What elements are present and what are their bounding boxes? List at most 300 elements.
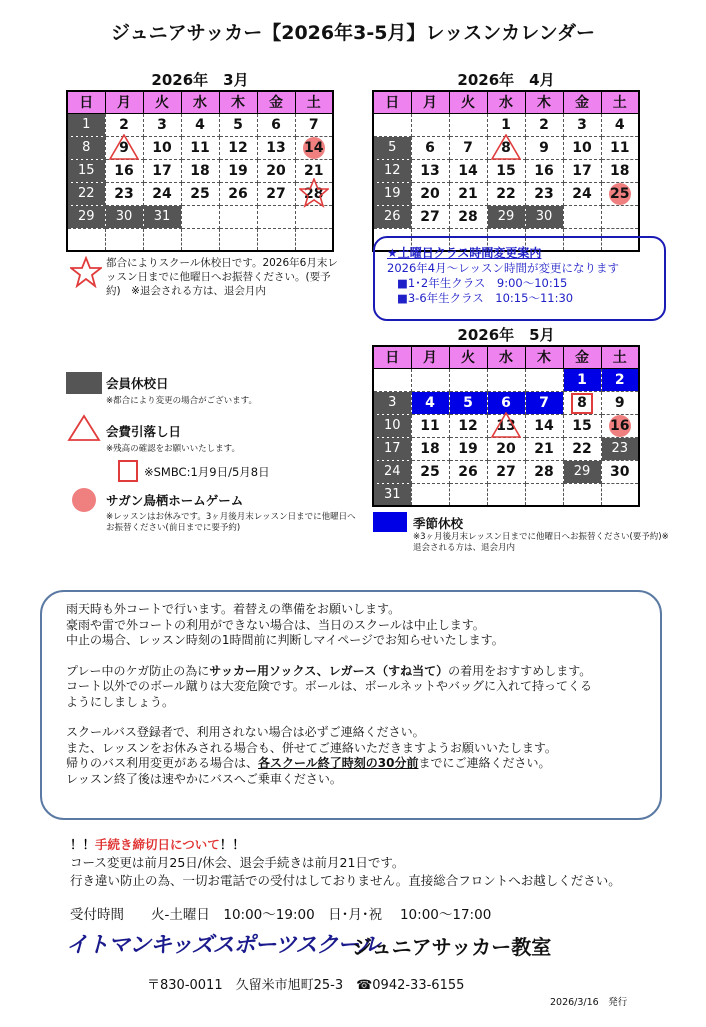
day-number: 8 — [577, 394, 587, 411]
calendar-day — [449, 460, 487, 483]
info-text: までにご連絡ください。 — [418, 756, 551, 770]
calendar-table-april — [372, 90, 640, 252]
day-number: 4 — [614, 116, 625, 133]
calendar-empty-cell — [525, 368, 563, 391]
calendar-day — [487, 113, 525, 136]
calendar-day — [563, 391, 601, 414]
day-number: 30 — [115, 209, 133, 224]
day-number: 3 — [157, 116, 167, 133]
day-number: 23 — [611, 441, 629, 456]
weekday-header: 月 — [411, 346, 449, 368]
calendar-may — [372, 325, 640, 507]
weekday-header: 金 — [563, 91, 601, 113]
day-number: 7 — [463, 139, 473, 156]
weekday-header: 木 — [525, 346, 563, 368]
day-number: 16 — [114, 162, 134, 179]
calendar-day — [105, 136, 143, 159]
day-number: 12 — [383, 163, 401, 178]
day-number: 22 — [572, 440, 592, 457]
calendar-empty-cell — [563, 483, 601, 506]
day-number: 17 — [152, 162, 172, 179]
calendar-empty-cell — [487, 368, 525, 391]
calendar-day — [525, 460, 563, 483]
info-line: 中止の場合、レッスン時刻の1時間前に判断しマイページでお知らせいたします。 — [66, 633, 504, 647]
calendar-empty-cell — [105, 228, 143, 251]
calendar-day — [525, 205, 563, 228]
day-number: 10 — [572, 139, 592, 156]
day-number: 28 — [304, 185, 324, 202]
calendar-day — [257, 113, 295, 136]
seasonal-swatch-icon — [373, 512, 407, 532]
calendar-day — [373, 159, 411, 182]
info-text: 帰りのバス利用変更がある場合は、 — [66, 756, 259, 770]
calendar-week-row — [67, 113, 333, 136]
weekday-header: 金 — [257, 91, 295, 113]
info-line: コート以外でのボール蹴りは大変危険です。ボールは、ボールネットやバッグに入れて持ってくる — [66, 679, 592, 693]
calendar-day — [449, 205, 487, 228]
calendar-day — [411, 159, 449, 182]
calendar-week-row — [373, 483, 639, 506]
day-number: 20 — [420, 185, 440, 202]
calendar-day — [487, 182, 525, 205]
deadline-line: コース変更は前月25日/休会、退会手続きは前月21日です。 — [70, 855, 405, 870]
calendar-day — [525, 159, 563, 182]
day-number: 30 — [610, 463, 630, 480]
day-number: 3 — [577, 116, 587, 133]
circle-icon — [72, 488, 96, 512]
day-number: 18 — [420, 440, 440, 457]
star-icon — [70, 256, 102, 288]
calendar-day — [601, 460, 639, 483]
calendar-day — [373, 205, 411, 228]
calendar-week-row — [373, 391, 639, 414]
weekday-header: 火 — [449, 346, 487, 368]
day-number: 6 — [271, 116, 281, 133]
calendar-day — [411, 391, 449, 414]
month-title-april: 2026年 4月 — [457, 71, 555, 89]
deadline-section — [70, 836, 670, 890]
calendar-week-row — [373, 113, 639, 136]
day-number: 12 — [228, 139, 248, 156]
day-number: 29 — [497, 209, 515, 224]
day-number: 24 — [572, 185, 592, 202]
info-line-socks — [66, 664, 636, 680]
calendar-week-row — [67, 228, 333, 251]
calendar-day — [525, 182, 563, 205]
info-line: スクールバス登録者で、利用されない場合は必ずご連絡ください。 — [66, 725, 425, 739]
day-number: 21 — [458, 185, 478, 202]
calendar-week-row — [373, 414, 639, 437]
calendar-empty-cell — [601, 483, 639, 506]
deadline-line: 行き違い防止の為、一切お電話での受付はしておりません。直接総合フロントへお越しください。 — [70, 873, 621, 888]
day-number: 13 — [266, 139, 286, 156]
calendar-day — [143, 182, 181, 205]
day-number: 9 — [119, 139, 129, 156]
calendar-day — [411, 414, 449, 437]
day-number: 17 — [383, 441, 401, 456]
exclaim-mark: ！！ — [219, 837, 245, 852]
day-number: 5 — [463, 394, 473, 411]
weekday-header: 火 — [143, 91, 181, 113]
calendar-week-row — [373, 460, 639, 483]
calendar-day — [449, 437, 487, 460]
day-number: 15 — [77, 163, 95, 178]
calendar-empty-cell — [143, 228, 181, 251]
star-note-text: 都合によりスクール休校日です。2026年6月末レッスン日までに他曜日へお振替ください。(要予約) ※退会される方は、退会月内 — [106, 257, 338, 297]
day-number: 7 — [539, 394, 549, 411]
star-note — [70, 256, 340, 298]
saturday-line: 2026年4月～レッスン時間が変更になります — [387, 261, 619, 275]
exclaim-mark: ！！ — [70, 837, 96, 852]
calendar-day — [181, 136, 219, 159]
day-number: 15 — [572, 417, 592, 434]
day-number: 8 — [501, 139, 511, 156]
calendar-week-row — [67, 136, 333, 159]
calendar-day — [295, 159, 333, 182]
legend-fee-label: 会費引落し日 — [106, 424, 182, 439]
calendar-empty-cell — [295, 228, 333, 251]
day-number: 22 — [496, 185, 516, 202]
calendar-day — [525, 437, 563, 460]
calendar-day — [257, 182, 295, 205]
calendar-empty-cell — [411, 483, 449, 506]
triangle-icon — [67, 414, 101, 442]
calendar-day — [143, 159, 181, 182]
calendar-day — [601, 391, 639, 414]
calendar-week-row — [67, 182, 333, 205]
day-number: 26 — [383, 209, 401, 224]
calendar-empty-cell — [67, 228, 105, 251]
calendar-week-row — [67, 205, 333, 228]
seasonal-label: 季節休校 — [413, 516, 464, 531]
calendar-day — [449, 136, 487, 159]
calendar-day — [373, 414, 411, 437]
day-number: 1 — [82, 117, 91, 132]
calendar-day — [219, 159, 257, 182]
calendar-day — [373, 437, 411, 460]
calendar-day — [563, 182, 601, 205]
saturday-item: ■3-6年生クラス 10:15～11:30 — [397, 291, 574, 305]
calendar-week-row — [373, 368, 639, 391]
calendar-day — [67, 182, 105, 205]
calendar-empty-cell — [411, 368, 449, 391]
day-number: 16 — [534, 162, 554, 179]
saturday-item: ■1･2年生クラス 9:00～10:15 — [397, 276, 568, 290]
weekday-header: 水 — [181, 91, 219, 113]
calendar-empty-cell — [181, 205, 219, 228]
calendar-day — [373, 391, 411, 414]
calendar-day — [525, 113, 563, 136]
legend-fee-sub: ※残高の確認をお願いいたします。 — [106, 444, 240, 454]
day-number: 10 — [152, 139, 172, 156]
calendar-day — [601, 414, 639, 437]
address: 〒830-0011 久留米市旭町25-3 ☎0942-33-6155 — [147, 978, 465, 993]
day-number: 31 — [153, 209, 171, 224]
calendar-empty-cell — [525, 483, 563, 506]
day-number: 5 — [233, 116, 243, 133]
day-number: 26 — [228, 185, 248, 202]
calendar-day — [449, 414, 487, 437]
calendar-empty-cell — [601, 205, 639, 228]
calendar-empty-cell — [411, 113, 449, 136]
calendar-day — [449, 391, 487, 414]
weekday-header: 土 — [295, 91, 333, 113]
calendar-week-row — [373, 437, 639, 460]
day-number: 13 — [496, 417, 516, 434]
calendar-day — [487, 460, 525, 483]
calendar-day — [219, 113, 257, 136]
weekday-header: 木 — [219, 91, 257, 113]
day-number: 21 — [304, 162, 324, 179]
calendar-week-row — [67, 159, 333, 182]
calendar-day — [525, 414, 563, 437]
day-number: 12 — [458, 417, 478, 434]
month-title-may: 2026年 5月 — [457, 326, 555, 344]
weekday-header: 月 — [411, 91, 449, 113]
calendar-day — [449, 182, 487, 205]
day-number: 28 — [458, 208, 478, 225]
calendar-day — [525, 391, 563, 414]
weekday-header: 土 — [601, 91, 639, 113]
square-icon — [118, 460, 138, 482]
calendar-day — [67, 136, 105, 159]
day-number: 27 — [420, 208, 440, 225]
day-number: 25 — [610, 185, 630, 202]
info-notice-box — [40, 590, 662, 820]
calendar-day — [219, 136, 257, 159]
weekday-header: 日 — [373, 346, 411, 368]
itoman-logo: イトマンキッズスポーツスクール — [66, 933, 379, 958]
day-number: 6 — [501, 394, 511, 411]
calendar-day — [181, 159, 219, 182]
closed-swatch-icon — [66, 372, 102, 394]
calendar-day — [601, 159, 639, 182]
calendar-table-march — [66, 90, 334, 252]
deadline-heading: 手続き締切日について — [95, 837, 220, 852]
day-number: 9 — [539, 139, 549, 156]
calendar-day — [181, 113, 219, 136]
day-number: 18 — [610, 162, 630, 179]
calendar-day — [411, 136, 449, 159]
weekday-header: 日 — [373, 91, 411, 113]
day-number: 6 — [425, 139, 435, 156]
day-number: 17 — [572, 162, 592, 179]
day-number: 29 — [77, 209, 95, 224]
day-number: 28 — [534, 463, 554, 480]
calendar-day — [67, 205, 105, 228]
day-number: 18 — [190, 162, 210, 179]
weekday-header: 月 — [105, 91, 143, 113]
calendar-empty-cell — [449, 368, 487, 391]
day-number: 29 — [573, 464, 591, 479]
calendar-day — [373, 136, 411, 159]
legend-game-sub: ※レッスンはお休みです。3ヶ月後月末レッスン日までに他曜日へお振替ください(前日までに要予約) — [106, 512, 356, 533]
day-number: 14 — [304, 139, 324, 156]
calendar-day — [487, 437, 525, 460]
calendar-day — [411, 460, 449, 483]
calendar-march — [66, 70, 334, 252]
day-number: 27 — [266, 185, 286, 202]
calendar-day — [295, 182, 333, 205]
weekday-header: 日 — [67, 91, 105, 113]
day-number: 15 — [496, 162, 516, 179]
calendar-day — [487, 136, 525, 159]
day-number: 24 — [383, 464, 401, 479]
calendar-day — [563, 159, 601, 182]
legend-game-label: サガン鳥栖ホームゲーム — [106, 493, 244, 508]
calendar-week-row — [373, 136, 639, 159]
weekday-header: 金 — [563, 346, 601, 368]
saturday-heading: ★土曜日クラス時間変更案内 — [387, 246, 542, 260]
calendar-day — [105, 159, 143, 182]
info-line: ようにしましょう。 — [66, 694, 175, 709]
calendar-day — [373, 483, 411, 506]
page-title: ジュニアサッカー【2026年3-5月】レッスンカレンダー — [110, 22, 596, 44]
calendar-empty-cell — [181, 228, 219, 251]
info-line: 雨天時も外コートで行います。着替えの準備をお願いします。 — [66, 602, 401, 616]
calendar-table-may — [372, 345, 640, 507]
day-number: 4 — [425, 394, 435, 411]
day-number: 14 — [534, 417, 554, 434]
calendar-day — [563, 414, 601, 437]
day-number: 13 — [420, 162, 440, 179]
calendar-day — [601, 113, 639, 136]
calendar-empty-cell — [563, 205, 601, 228]
day-number: 2 — [614, 371, 625, 388]
day-number: 30 — [535, 209, 553, 224]
calendar-day — [105, 113, 143, 136]
info-bold-text: サッカー用ソックス、レガース（すね当て） — [209, 663, 449, 678]
weekday-header: 水 — [487, 346, 525, 368]
calendar-day — [601, 136, 639, 159]
calendar-day — [563, 437, 601, 460]
day-number: 19 — [228, 162, 248, 179]
calendar-day — [563, 368, 601, 391]
day-number: 25 — [190, 185, 210, 202]
calendar-day — [373, 460, 411, 483]
day-number: 22 — [77, 186, 95, 201]
calendar-day — [487, 205, 525, 228]
calendar-week-row — [373, 182, 639, 205]
weekday-header: 水 — [487, 91, 525, 113]
weekday-header: 土 — [601, 346, 639, 368]
day-number: 27 — [496, 463, 516, 480]
day-number: 4 — [195, 116, 205, 133]
day-number: 5 — [388, 140, 397, 155]
weekday-header: 火 — [449, 91, 487, 113]
saturday-change-notice — [373, 236, 666, 321]
calendar-week-row — [373, 159, 639, 182]
calendar-day — [449, 159, 487, 182]
calendar-day — [143, 136, 181, 159]
day-number: 11 — [420, 417, 440, 434]
issue-date: 2026/3/16 発行 — [550, 997, 628, 1008]
info-line: レッスン終了後は速やかにバスへご乗車ください。 — [66, 771, 342, 786]
day-number: 3 — [388, 395, 397, 410]
calendar-empty-cell — [449, 483, 487, 506]
day-number: 1 — [577, 371, 587, 388]
day-number: 1 — [501, 116, 511, 133]
calendar-empty-cell — [219, 205, 257, 228]
month-title-march: 2026年 3月 — [151, 71, 249, 89]
calendar-day — [563, 136, 601, 159]
info-text: プレー中のケガ防止の為に — [66, 663, 210, 678]
calendar-empty-cell — [219, 228, 257, 251]
calendar-empty-cell — [487, 483, 525, 506]
calendar-day — [525, 136, 563, 159]
day-number: 11 — [610, 139, 630, 156]
day-number: 8 — [82, 140, 91, 155]
calendar-day — [563, 113, 601, 136]
day-number: 24 — [152, 185, 172, 202]
calendar-april — [372, 70, 640, 252]
info-line-bus — [66, 756, 636, 772]
day-number: 23 — [534, 185, 554, 202]
day-number: 14 — [458, 162, 478, 179]
day-number: 2 — [119, 116, 129, 133]
legend-smbc-label: ※SMBC:1月9日/5月8日 — [144, 465, 270, 479]
calendar-day — [143, 113, 181, 136]
legend-closed-sub: ※都合により変更の場合がございます。 — [106, 396, 257, 406]
info-line: 豪雨や雷で外コートの利用ができない場合は、当日のスクールは中止します。 — [66, 617, 485, 632]
calendar-day — [487, 414, 525, 437]
seasonal-sub: ※3ヶ月後月末レッスン日までに他曜日へお振替ください(要予約)※退会される方は、退会月内 — [413, 532, 669, 553]
calendar-empty-cell — [449, 113, 487, 136]
calendar-day — [411, 182, 449, 205]
info-line: また、レッスンをお休みされる場合も、併せてご連絡いただきますようお願いいたします。 — [66, 740, 557, 755]
calendar-day — [563, 460, 601, 483]
calendar-day — [219, 182, 257, 205]
day-number: 25 — [420, 463, 440, 480]
school-name: ジュニアサッカー教室 — [352, 935, 552, 959]
day-number: 19 — [458, 440, 478, 457]
day-number: 20 — [496, 440, 516, 457]
calendar-day — [143, 205, 181, 228]
calendar-day — [411, 205, 449, 228]
day-number: 31 — [383, 486, 401, 502]
calendar-day — [67, 159, 105, 182]
day-number: 9 — [614, 394, 625, 411]
day-number: 7 — [308, 116, 319, 133]
info-bold-text: 各スクール終了時刻の30分前 — [258, 756, 419, 770]
calendar-day — [487, 159, 525, 182]
calendar-day — [257, 136, 295, 159]
day-number: 20 — [266, 162, 286, 179]
calendar-day — [181, 182, 219, 205]
calendar-empty-cell — [373, 113, 411, 136]
calendar-day — [67, 113, 105, 136]
calendar-day — [601, 368, 639, 391]
day-number: 19 — [383, 186, 401, 201]
day-number: 21 — [534, 440, 554, 457]
calendar-day — [105, 205, 143, 228]
calendar-day — [411, 437, 449, 460]
info-text: の着用をおすすめします。 — [448, 663, 592, 678]
calendar-week-row — [373, 205, 639, 228]
calendar-day — [105, 182, 143, 205]
day-number: 16 — [610, 417, 630, 434]
calendar-day — [373, 182, 411, 205]
calendar-day — [295, 113, 333, 136]
calendar-empty-cell — [257, 228, 295, 251]
calendar-day — [487, 391, 525, 414]
day-number: 23 — [114, 185, 134, 202]
calendar-day — [601, 182, 639, 205]
day-number: 11 — [190, 139, 210, 156]
legend-closed-label: 会員休校日 — [106, 376, 169, 391]
calendar-day — [295, 136, 333, 159]
weekday-header: 木 — [525, 91, 563, 113]
